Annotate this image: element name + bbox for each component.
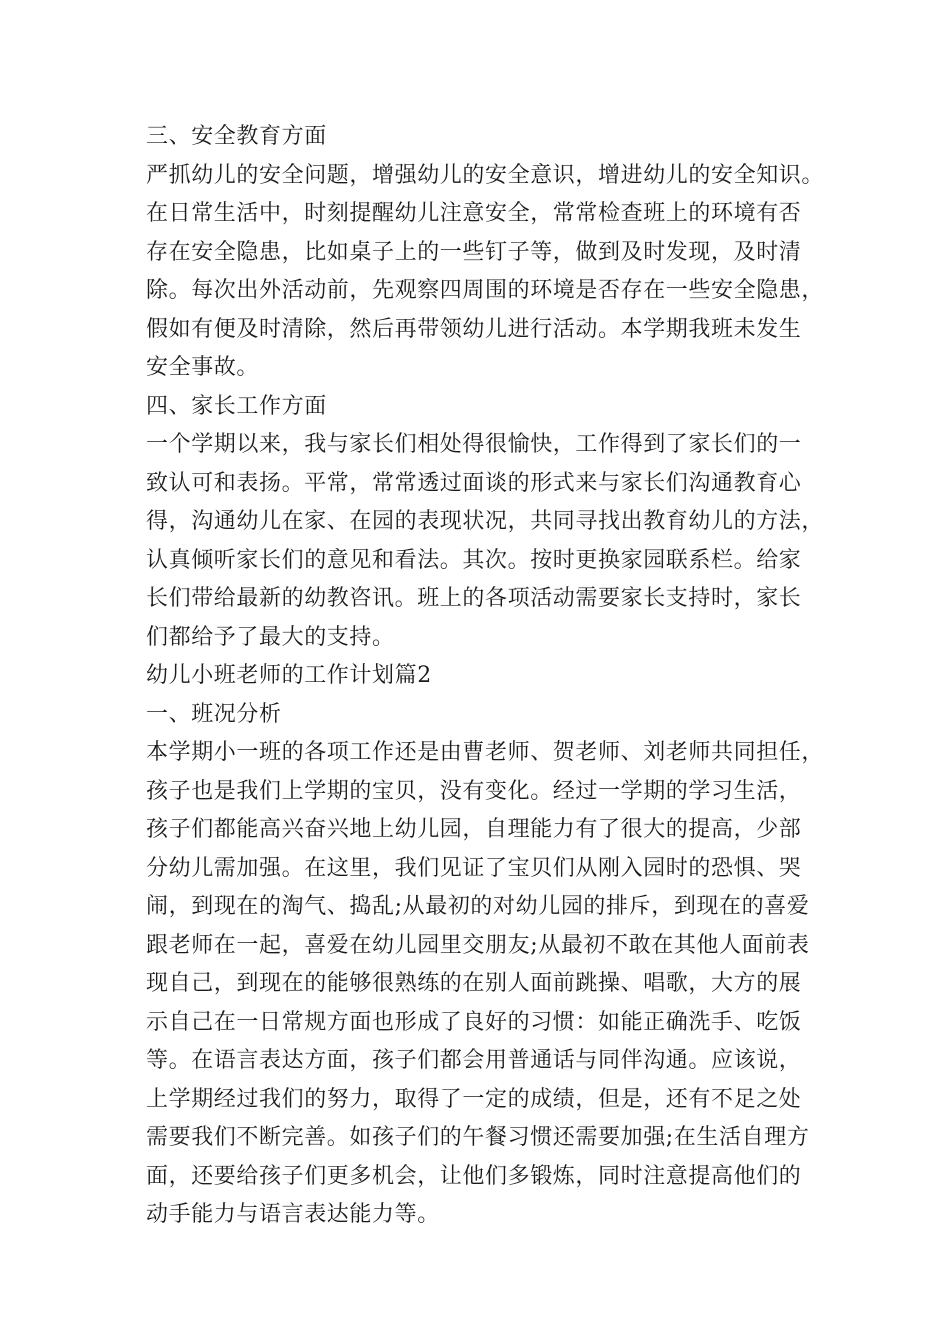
paragraph-line: 致认可和表扬。平常，常常透过面谈的形式来与家长们沟通教育心 [146, 470, 802, 496]
paragraph-line: 动手能力与语言表达能力等。 [146, 1202, 440, 1227]
paragraph-line: 得，沟通幼儿在家、在园的表现状况，共同寻找出教育幼儿的方法， [146, 509, 825, 534]
paragraph-line: 面，还要给孩子们更多机会，让他们多锻炼，同时注意提高他们的 [146, 1163, 802, 1189]
paragraph-line: 们都给予了最大的支持。 [146, 624, 395, 650]
paragraph-line: 等。在语言表达方面，孩子们都会用普通话与同伴沟通。应该说， [146, 1048, 802, 1073]
paragraph-line: 示自己在一日常规方面也形成了良好的习惯：如能正确洗手、吃饭 [146, 1009, 802, 1035]
paragraph-line: 严抓幼儿的安全问题，增强幼儿的安全意识，增进幼儿的安全知识。 [146, 162, 825, 188]
paragraph-line: 分幼儿需加强。在这里，我们见证了宝贝们从刚入园时的恐惧、哭 [146, 855, 802, 881]
section-heading-class-analysis: 一、班况分析 [146, 701, 282, 727]
section-heading-safety: 三、安全教育方面 [146, 124, 327, 149]
paragraph-line: 现自己，到现在的能够很熟练的在别人面前跳操、唱歌，大方的展 [146, 971, 802, 996]
paragraph-line: 闹，到现在的淘气、捣乱;从最初的对幼儿园的排斥，到现在的喜爱 [146, 894, 810, 919]
paragraph-line: 本学期小一班的各项工作还是由曹老师、贺老师、刘老师共同担任， [146, 740, 825, 765]
paragraph-line: 认真倾听家长们的意见和看法。其次。按时更换家园联系栏。给家 [146, 547, 802, 573]
paragraph-line: 长们带给最新的幼教咨讯。班上的各项活动需要家长支持时，家长 [146, 586, 802, 611]
document-body [146, 118, 836, 1235]
article-title: 幼儿小班老师的工作计划篇2 [146, 663, 432, 688]
paragraph-line: 上学期经过我们的努力，取得了一定的成绩，但是，还有不足之处 [146, 1086, 802, 1112]
paragraph-line: 孩子们都能高兴奋兴地上幼儿园，自理能力有了很大的提高，少部 [146, 817, 802, 842]
paragraph-line: 在日常生活中，时刻提醒幼儿注意安全，常常检查班上的环境有否 [146, 201, 802, 226]
paragraph-line: 孩子也是我们上学期的宝贝，没有变化。经过一学期的学习生活， [146, 778, 802, 804]
paragraph-line: 存在安全隐患，比如桌子上的一些钉子等，做到及时发现，及时清 [146, 239, 802, 265]
paragraph-line: 跟老师在一起，喜爱在幼儿园里交朋友;从最初不敢在其他人面前表 [146, 932, 810, 958]
paragraph-line: 一个学期以来，我与家长们相处得很愉快，工作得到了家长们的一 [146, 432, 802, 457]
paragraph-line: 安全事故。 [146, 355, 260, 380]
paragraph-line: 假如有便及时清除，然后再带领幼儿进行活动。本学期我班未发生 [146, 316, 802, 342]
section-heading-parents: 四、家长工作方面 [146, 393, 327, 419]
paragraph-line: 需要我们不断完善。如孩子们的午餐习惯还需要加强;在生活自理方 [146, 1125, 810, 1150]
paragraph-line: 除。每次出外活动前，先观察四周围的环境是否存在一些安全隐患， [146, 278, 825, 303]
